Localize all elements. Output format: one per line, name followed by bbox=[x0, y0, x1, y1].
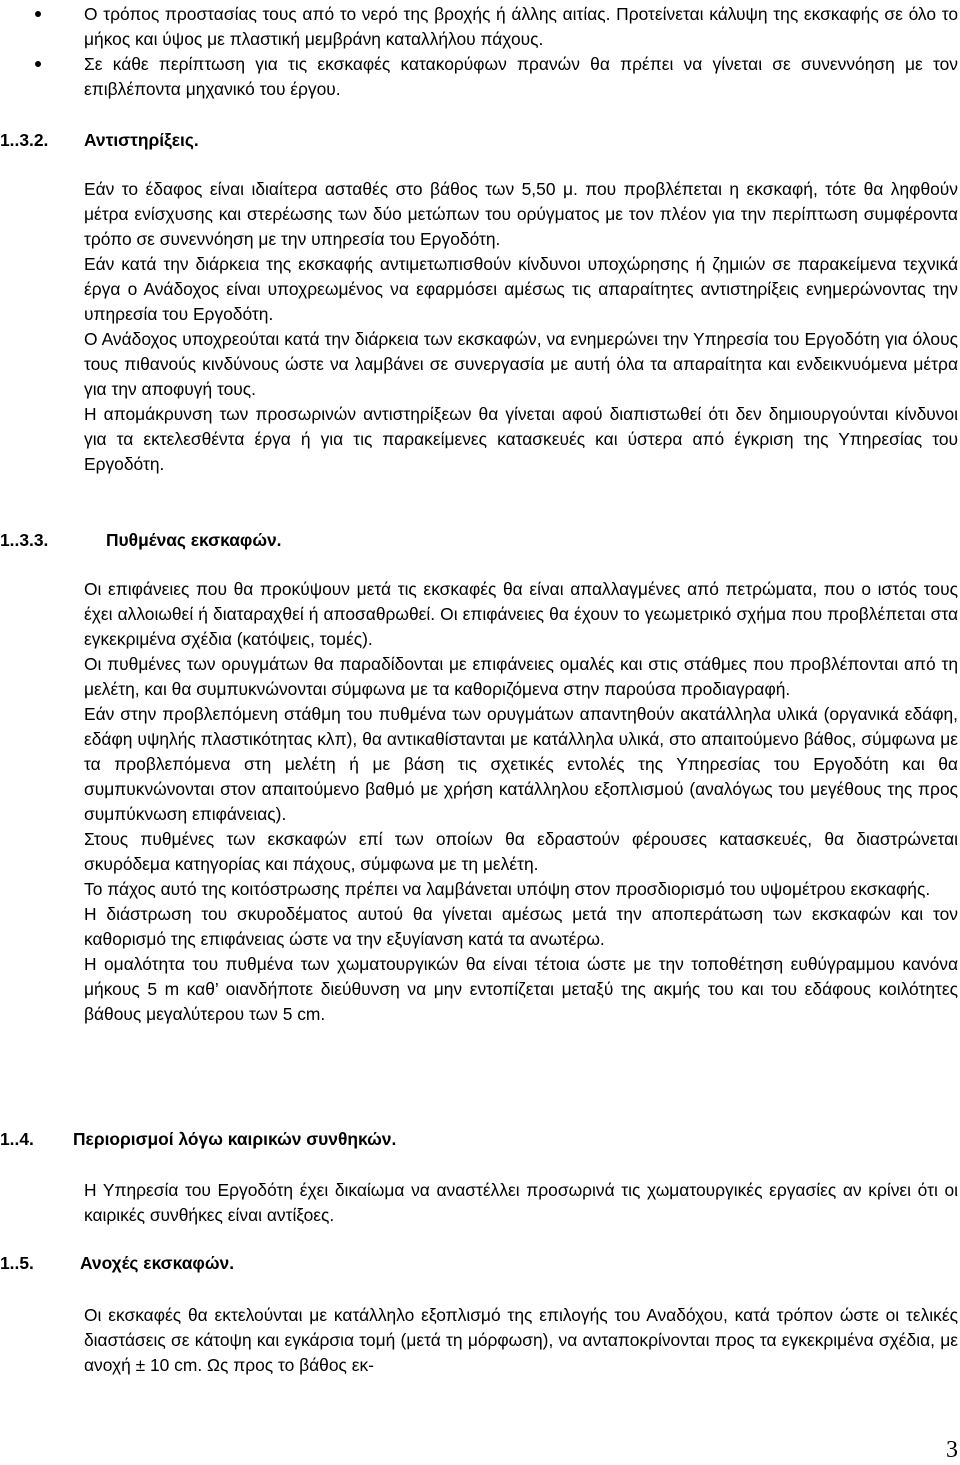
section-body-3-2 bbox=[84, 177, 958, 477]
section-heading-4 bbox=[0, 1129, 960, 1153]
section-heading-3-3 bbox=[0, 530, 960, 554]
bullet-text: Ο τρόπος προστασίας τους από το νερό της βροχής ή άλλης αιτίας. Προτείνεται κάλυψη της εκσκαφής σε όλο το μήκος και ύψος με πλαστική μεμβράνη καταλλήλου πάχους. bbox=[84, 4, 958, 49]
paragraph: Η απομάκρυνση των προσωρινών αντιστηρίξεων θα γίνεται αφού διαπιστωθεί ότι δεν δημιουργούνται κίνδυνοι για τα εκτελεσθέντα έργα ή για τις παρακείμενες κατασκευές και ύστερα από έγκριση της Υπηρεσίας του Εργοδότη. bbox=[84, 404, 958, 474]
section-heading-3-2 bbox=[0, 130, 960, 154]
paragraph: Εάν στην προβλεπόμενη στάθμη του πυθμένα των ορυγμάτων απαντηθούν ακατάλληλα υλικά (οργανικά εδάφη, εδάφη υψηλής πλαστικότητας κλπ), θα αντικαθίστανται με κατάλληλα υλικά, στο απαιτούμενο βάθος, σύμφωνα με τα προβλεπόμενα στη μελέτη ή με βάση τις σχετικές εντολές της Υπηρεσίας του Εργοδότη και θα συμπυκνώνονται στον απαιτούμενο βαθμό με χρήση κατάλληλου εξοπλισμού (αναλόγως του μεγέθους της προς συμπύκνωση επιφάνειας). bbox=[84, 704, 958, 824]
paragraph: Η Υπηρεσία του Εργοδότη έχει δικαίωμα να αναστέλλει προσωρινά τις χωματουργικές εργασίες αν κρίνει ότι οι καιρικές συνθήκες είναι αντίξοες. bbox=[84, 1180, 958, 1225]
paragraph: Η διάστρωση του σκυροδέματος αυτού θα γίνεται αμέσως μετά την αποπεράτωση των εκσκαφών και τον καθορισμό της επιφάνειας ώστε να την εξυγίανση κατά τα ανωτέρω. bbox=[84, 904, 958, 949]
paragraph: Εάν το έδαφος είναι ιδιαίτερα ασταθές στο βάθος των 5,50 μ. που προβλέπεται η εκσκαφή, τότε θα ληφθούν μέτρα ενίσχυσης και στερέωσης των δύο μετώπων του ορύγματος με τον πλέον για την περίπτωση συμφέροντα τρόπο σε συνεννόηση με την υπηρεσία του Εργοδότη. bbox=[84, 179, 958, 249]
paragraph: Το πάχος αυτό της κοιτόστρωσης πρέπει να λαμβάνεται υπόψη στον προσδιορισμό του υψομέτρου εκσκαφής. bbox=[84, 879, 931, 899]
bullet-dot-icon bbox=[35, 61, 41, 67]
section-title: Περιορισμοί λόγω καιρικών συνθηκών. bbox=[73, 1129, 397, 1149]
section-number: 1..4. bbox=[0, 1129, 34, 1149]
page-number: 3 bbox=[946, 1437, 958, 1463]
section-heading-5 bbox=[0, 1253, 960, 1277]
section-title: Ανοχές εκσκαφών. bbox=[80, 1253, 235, 1273]
paragraph: Οι πυθμένες των ορυγμάτων θα παραδίδονται με επιφάνειες ομαλές και στις στάθμες που προβλέπονται από τη μελέτη, και θα συμπυκνώνονται σύμφωνα με τα καθοριζόμενα στην παρούσα προδιαγραφή. bbox=[84, 654, 958, 699]
section-number: 1..5. bbox=[0, 1253, 34, 1273]
paragraph: Εάν κατά την διάρκεια της εκσκαφής αντιμετωπισθούν κίνδυνοι υποχώρησης ή ζημιών σε παρακείμενα τεχνικά έργα ο Ανάδοχος είναι υποχρεωμένος να εφαρμόσει αμέσως τις απαραίτητες αντιστηρίξεις ενημερώνοντας την υπηρεσία του Εργοδότη. bbox=[84, 254, 958, 324]
section-number: 1..3.3. bbox=[0, 530, 49, 550]
paragraph: Η ομαλότητα του πυθμένα των χωματουργικών θα είναι τέτοια ώστε με την τοποθέτηση ευθύγραμμου κανόνα μήκους 5 m καθ’ οιανδήποτε διεύθυνση να μην εντοπίζεται μεταξύ της ακμής του και του εδάφους κοιλότητες βάθους μεγαλύτερου των 5 cm. bbox=[84, 954, 958, 1024]
section-number: 1..3.2. bbox=[0, 130, 49, 150]
bullet-item-1 bbox=[0, 2, 958, 52]
section-body-5 bbox=[84, 1303, 958, 1378]
section-body-3-3 bbox=[84, 577, 958, 1027]
section-title: Πυθμένας εκσκαφών. bbox=[106, 530, 282, 550]
section-body-4 bbox=[84, 1178, 958, 1228]
paragraph: Ο Ανάδοχος υποχρεούται κατά την διάρκεια των εκσκαφών, να ενημερώνει την Υπηρεσία του Εργοδότη για όλους τους πιθανούς κινδύνους ώστε να λαμβάνει σε συνεργασία με αυτή όλα τα απαραίτητα και ενδεικνυόμενα μέτρα για την αποφυγή τους. bbox=[84, 329, 958, 399]
bullet-item-2 bbox=[0, 52, 958, 102]
section-title: Αντιστηρίξεις. bbox=[84, 130, 199, 150]
paragraph: Οι επιφάνειες που θα προκύψουν μετά τις εκσκαφές θα είναι απαλλαγμένες από πετρώματα, που ο ιστός τους έχει αλλοιωθεί ή διαταραχθεί ή αποσαθρωθεί. Οι επιφάνειες θα έχουν το γεωμετρικό σχήμα που προβλέπεται στα εγκεκριμένα σχέδια (κατόψεις, τομές). bbox=[84, 579, 958, 649]
paragraph: Οι εκσκαφές θα εκτελούνται με κατάλληλο εξοπλισμό της επιλογής του Αναδόχου, κατά τρόπον ώστε οι τελικές διαστάσεις σε κάτοψη και εγκάρσια τομή (μετά τη μόρφωση), να ανταποκρίνονται προς τα εγκεκριμένα σχέδια, με ανοχή ± 10 cm. Ως προς το βάθος εκ- bbox=[84, 1305, 958, 1375]
bullet-text: Σε κάθε περίπτωση για τις εκσκαφές κατακορύφων πρανών θα πρέπει να γίνεται σε συνεννόηση με τον επιβλέποντα μηχανικό του έργου. bbox=[84, 54, 958, 99]
paragraph: Στους πυθμένες των εκσκαφών επί των οποίων θα εδραστούν φέρουσες κατασκευές, θα διαστρώνεται σκυρόδεμα κατηγορίας και πάχους, σύμφωνα με τη μελέτη. bbox=[84, 829, 958, 874]
bullet-dot-icon bbox=[35, 11, 41, 17]
